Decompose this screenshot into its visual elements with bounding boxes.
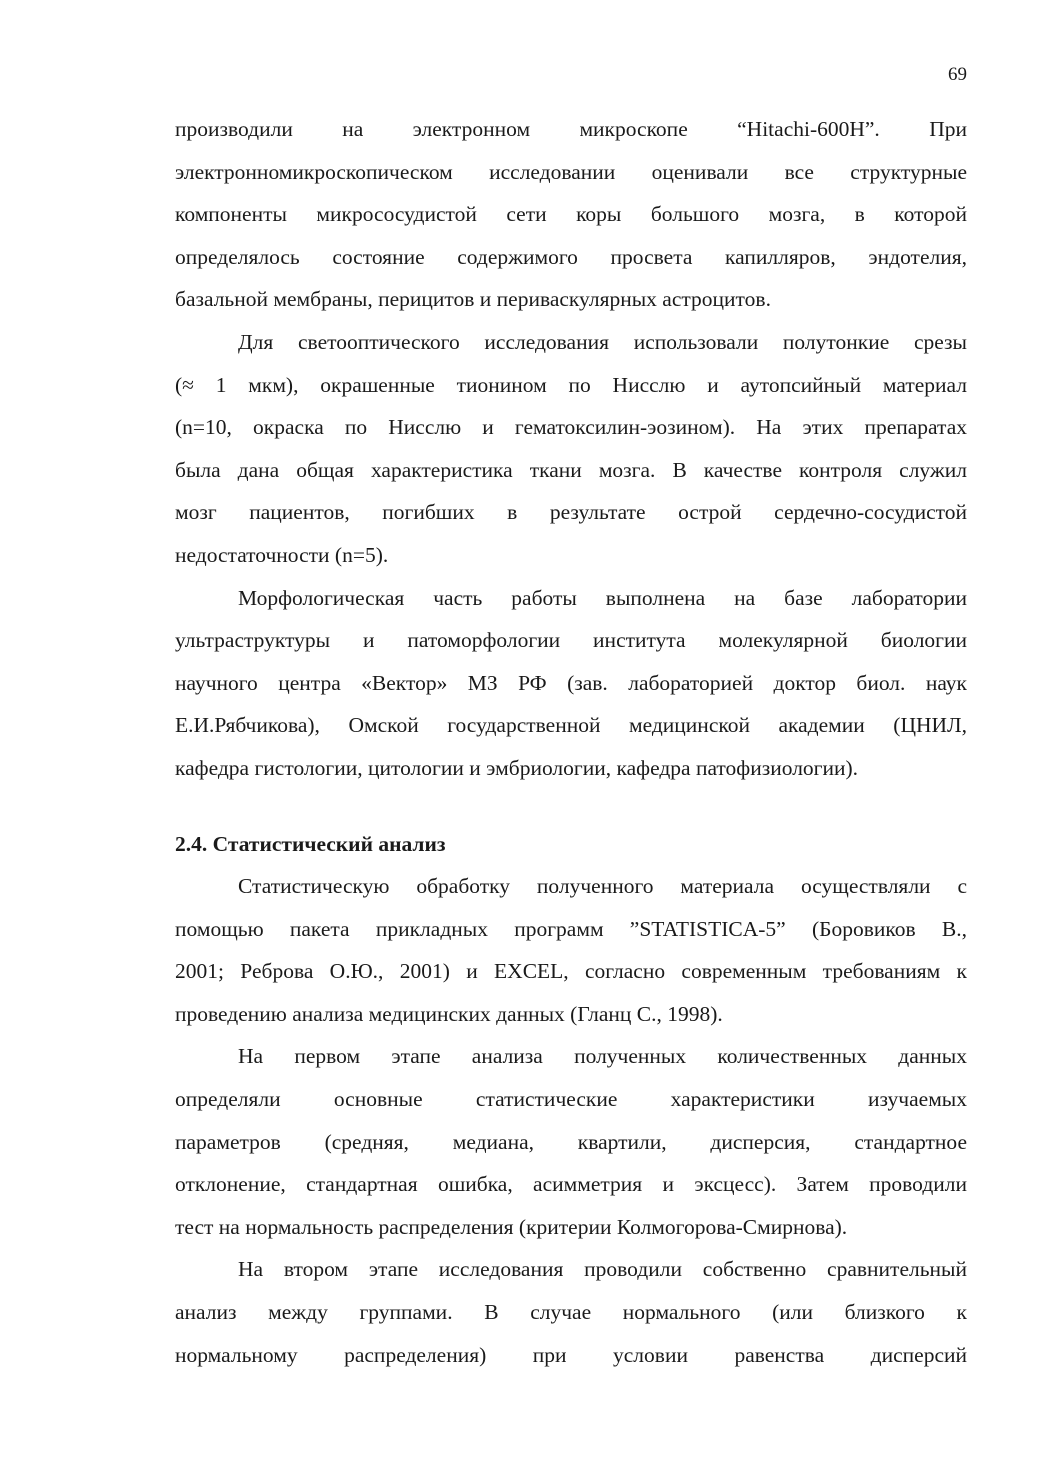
text-line: анализ между группами. В случае нормального (или близкого к (175, 1300, 967, 1325)
text-line: ультраструктуры и патоморфологии института молекулярной биологии (175, 628, 967, 653)
text-line: (≈ 1 мкм), окрашенные тионином по Нисслю и аутопсийный материал (175, 372, 967, 397)
text-line: 2001; Реброва О.Ю., 2001) и EXCEL, согласно современным требованиям к (175, 959, 967, 984)
text-line: Для светооптического исследования использовали полутонкие срезы (238, 329, 967, 354)
text-line: проведению анализа медицинских данных (Гланц С., 1998). (175, 1001, 723, 1026)
text-line: компоненты микрососудистой сети коры большого мозга, в которой (175, 202, 967, 227)
paragraph (175, 1035, 967, 1248)
paragraph (175, 577, 967, 790)
text-line: (n=10, окраска по Нисслю и гематоксилин-эозином). На этих препаратах (175, 415, 967, 440)
text-line: была дана общая характеристика ткани мозга. В качестве контроля служил (175, 457, 967, 482)
text-line: параметров (средняя, медиана, квартили, дисперсия, стандартное (175, 1129, 967, 1154)
text-line: Морфологическая часть работы выполнена на базе лаборатории (238, 585, 967, 610)
text-line: научного центра «Вектор» МЗ РФ (зав. лабораторией доктор биол. наук (175, 670, 967, 695)
text-line: нормальному распределения) при условии равенства дисперсий (175, 1342, 967, 1367)
paragraph (175, 108, 967, 321)
text-line: недостаточности (n=5). (175, 542, 389, 567)
paragraph (175, 865, 967, 1035)
page-body (175, 108, 967, 1376)
body-text-top (175, 108, 967, 790)
text-line: отклонение, стандартная ошибка, асимметрия и эксцесс). Затем проводили (175, 1172, 967, 1197)
body-text-bottom (175, 865, 967, 1376)
text-line: мозг пациентов, погибших в результате острой сердечно-сосудистой (175, 500, 967, 525)
text-line: определялось состояние содержимого просвета капилляров, эндотелия, (175, 244, 967, 269)
paragraph (175, 1248, 967, 1376)
page-number: 69 (948, 64, 967, 85)
text-line: помощью пакета прикладных программ ”STATISTICA-5” (Боровиков В., (175, 916, 967, 941)
text-line: кафедра гистологии, цитологии и эмбриологии, кафедра патофизиологии). (175, 755, 859, 780)
text-line: производили на электронном микроскопе “Hitachi-600H”. При (175, 117, 967, 141)
text-line: тест на нормальность распределения (критерии Колмогорова-Смирнова). (175, 1214, 848, 1239)
text-line: Статистическую обработку полученного материала осуществляли с (238, 874, 967, 899)
text-line: На втором этапе исследования проводили собственно сравнительный (238, 1257, 967, 1282)
section-heading: 2.4. Статистический анализ (175, 831, 446, 856)
text-line: Е.И.Рябчикова), Омской государственной медицинской академии (ЦНИЛ, (175, 713, 967, 738)
text-line: На первом этапе анализа полученных количественных данных (238, 1044, 967, 1069)
text-line: электронномикроскопическом исследовании оценивали все структурные (175, 159, 967, 184)
text-line: базальной мембраны, перицитов и периваскулярных астроцитов. (175, 287, 771, 312)
paragraph (175, 321, 967, 577)
text-line: определяли основные статистические характеристики изучаемых (175, 1087, 967, 1112)
